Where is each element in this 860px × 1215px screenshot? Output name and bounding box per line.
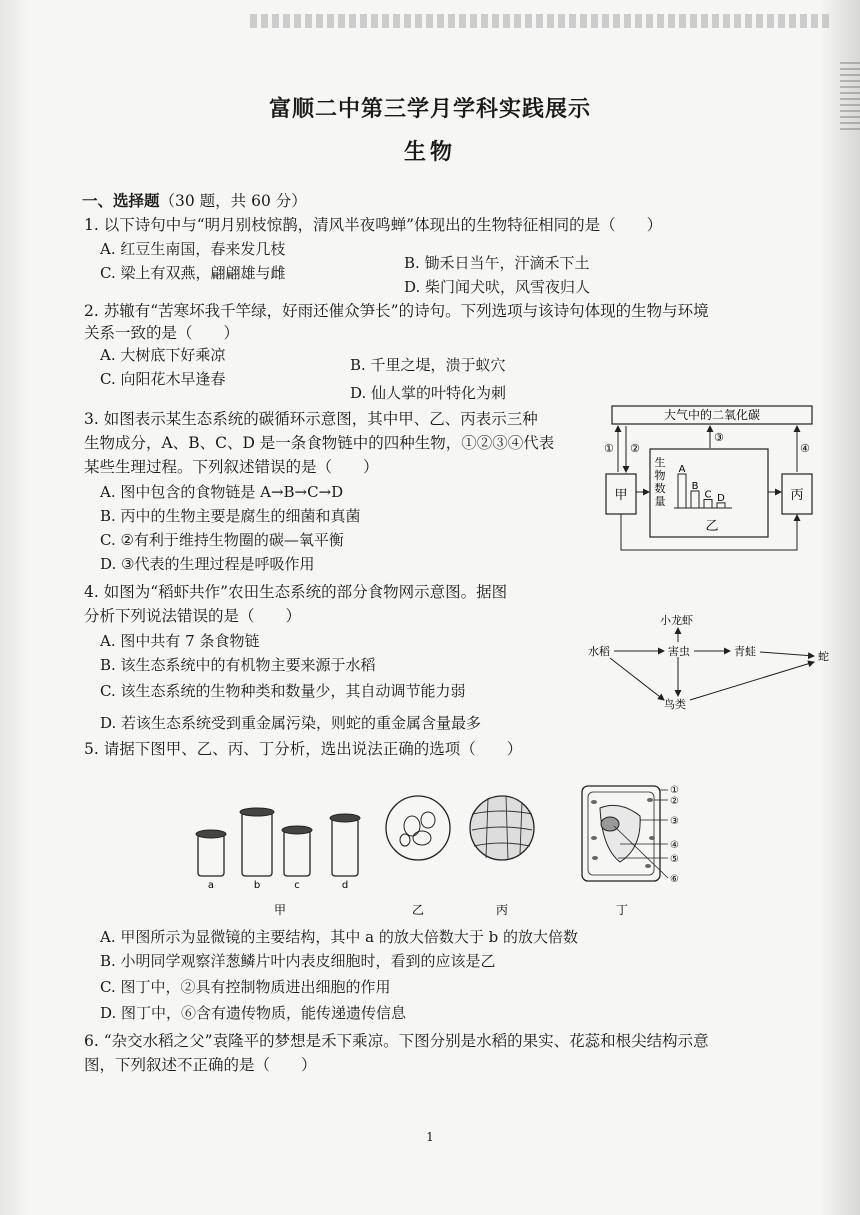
edge-qingwa-she [760, 652, 814, 656]
lens-b [242, 812, 272, 876]
q5-option-d: D. 图丁中，⑥含有遗传物质，能传递遗传信息 [100, 1004, 407, 1022]
cell-marker: ⑤ [670, 854, 679, 865]
q5-option-c: C. 图丁中，②具有控制物质进出细胞的作用 [100, 978, 391, 996]
page-title: 富顺二中第三学月学科实践展示 [268, 96, 591, 122]
q4-option-d: D. 若该生态系统受到重金属污染，则蛇的重金属含量最多 [100, 714, 482, 732]
bar-label-A: A [678, 464, 686, 475]
q3-stem-line2: 生物成分，A、B、C、D 是一条食物链中的四种生物，①②③④代表 [84, 434, 555, 452]
q5-figures [190, 778, 710, 928]
cell-marker: ① [670, 785, 679, 796]
edge-niaolei-she [690, 662, 814, 700]
lens-rim-c [282, 826, 312, 834]
figure-label: 甲 [273, 903, 287, 917]
q6-stem-line1: 6. “杂交水稻之父”袁隆平的梦想是禾下乘凉。下图分别是水稻的果实、花蕊和根尖结构示意 [84, 1032, 709, 1050]
carbon-cycle-diagram [592, 404, 822, 564]
bleed-through-strip [250, 14, 830, 28]
node-haichong: 害虫 [668, 645, 690, 658]
section-heading [82, 190, 307, 212]
yi-cell [421, 812, 435, 828]
marker-1: ① [604, 442, 614, 455]
lens-label-b: b [253, 880, 261, 891]
subject-title: 生物 [403, 139, 456, 165]
bar-ylabel [655, 455, 666, 508]
figure-label-group [274, 903, 628, 917]
cell-marker: ④ [670, 840, 679, 851]
edge-shuidao-niaolei [610, 658, 664, 700]
q4-stem-line1: 4. 如图为“稻虾共作”农田生态系统的部分食物网示意图。据图 [84, 583, 508, 601]
bar-label-B: B [691, 481, 699, 492]
bar-ylabel-char: 生 [654, 456, 666, 469]
node-xiaolongxia: 小龙虾 [660, 614, 693, 627]
q3-option-c: C. ②有利于维持生物圈的碳—氧平衡 [100, 531, 344, 549]
lens-a [198, 834, 224, 876]
microscope-view-yi [386, 796, 450, 860]
marker-3: ③ [714, 431, 724, 444]
q2-option-b: B. 千里之堤，溃于蚁穴 [350, 356, 506, 374]
section-note: （30 题，共 60 分） [159, 192, 307, 210]
q3-stem-line3: 某些生理过程。下列叙述错误的是（ ） [84, 458, 379, 476]
bar-ylabel-char: 物 [654, 469, 666, 482]
bar-ylabel-char: 数 [654, 482, 666, 495]
q1-option-d: D. 柴门闻犬吠，风雪夜归人 [404, 278, 591, 296]
q5-option-a: A. 甲图所示为显微镜的主要结构，其中 a 的放大倍数大于 b 的放大倍数 [100, 928, 578, 946]
atmosphere-label: 大气中的二氧化碳 [663, 408, 761, 422]
jia-label: 甲 [614, 488, 628, 503]
cell-marker: ③ [670, 816, 679, 827]
q2-option-d: D. 仙人掌的叶特化为刺 [350, 384, 507, 402]
q3-option-b: B. 丙中的生物主要是腐生的细菌和真菌 [100, 507, 361, 525]
nucleus [601, 817, 619, 831]
lens-label-d: d [341, 880, 349, 891]
bar-label-D: D [717, 492, 725, 504]
bar-A [678, 474, 686, 508]
lens-c [284, 830, 310, 876]
vacuole [600, 805, 640, 862]
food-web-diagram [588, 612, 838, 742]
figure-label: 丙 [495, 903, 509, 917]
section-heading-text: 一、选择题 [82, 191, 160, 210]
q1-option-b: B. 锄禾日当午，汗滴禾下土 [404, 254, 590, 272]
q1-option-a: A. 红豆生南国，春来发几枝 [100, 240, 286, 258]
q4-option-a: A. 图中共有 7 条食物链 [100, 632, 260, 650]
bar-label-C: C [704, 489, 712, 501]
yi-label: 乙 [705, 519, 719, 534]
node-niaolei: 鸟类 [664, 698, 686, 711]
lens-d [332, 818, 358, 876]
q3-option-a: A. 图中包含的食物链是 A→B→C→D [100, 483, 344, 501]
page-number: 1 [426, 1130, 434, 1144]
bing-label: 丙 [790, 488, 804, 503]
q4-option-b: B. 该生态系统中的有机物主要来源于水稻 [100, 656, 376, 674]
yi-cell [400, 834, 410, 846]
q2-option-a: A. 大树底下好乘凉 [100, 346, 226, 364]
q3-stem-line1: 3. 如图表示某生态系统的碳循环示意图，其中甲、乙、丙表示三种 [84, 410, 538, 428]
q2-option-c: C. 向阳花木早逢春 [100, 370, 226, 388]
lens-rim-d [330, 814, 360, 822]
q5-stem: 5. 请据下图甲、乙、丙、丁分析，选出说法正确的选项（ ） [84, 740, 523, 758]
q2-stem-line1: 2. 苏辙有“苦寒坏我千竿绿，好雨还催众笋长”的诗句。下列选项与该诗句体现的生物与环境 [84, 302, 709, 320]
cell-marker-group [670, 785, 679, 885]
bar-B [691, 491, 699, 508]
microscope-view-bing [470, 796, 534, 860]
node-shuidao: 水稻 [588, 645, 610, 658]
q1-option-c: C. 梁上有双燕，翩翩雄与雌 [100, 264, 286, 282]
lens-group [196, 808, 360, 891]
bar-C [704, 500, 712, 509]
node-qingwa: 青蛙 [734, 645, 756, 658]
lens-rim-a [196, 830, 226, 838]
bar-ylabel-char: 量 [654, 495, 666, 508]
q6-stem-line2: 图，下列叙述不正确的是（ ） [84, 1056, 317, 1074]
q2-stem-line2: 关系一致的是（ ） [84, 324, 240, 342]
node-she: 蛇 [818, 650, 829, 663]
marker-4: ④ [800, 442, 810, 455]
yi-cell [404, 816, 420, 836]
lens-label-c: c [294, 880, 300, 891]
yi-cell [413, 831, 431, 845]
marker-2: ② [630, 442, 640, 455]
q1-stem: 1. 以下诗句中与“明月别枝惊鹊，清风半夜鸣蝉”体现出的生物特征相同的是（ ） [84, 216, 663, 234]
cell-marker: ② [670, 796, 679, 807]
lens-label-a: a [207, 880, 215, 891]
q4-stem-line2: 分析下列说法错误的是（ ） [84, 607, 302, 625]
figure-label: 乙 [411, 903, 425, 917]
lens-rim-b [240, 808, 274, 816]
q5-option-b: B. 小明同学观察洋葱鳞片叶内表皮细胞时，看到的应该是乙 [100, 952, 496, 970]
cell-marker: ⑥ [670, 874, 679, 885]
figure-label: 丁 [615, 903, 629, 917]
q3-option-d: D. ③代表的生理过程是呼吸作用 [100, 555, 315, 573]
bar-group [678, 464, 725, 508]
q4-option-c: C. 该生态系统的生物种类和数量少，其自动调节能力弱 [100, 682, 466, 700]
